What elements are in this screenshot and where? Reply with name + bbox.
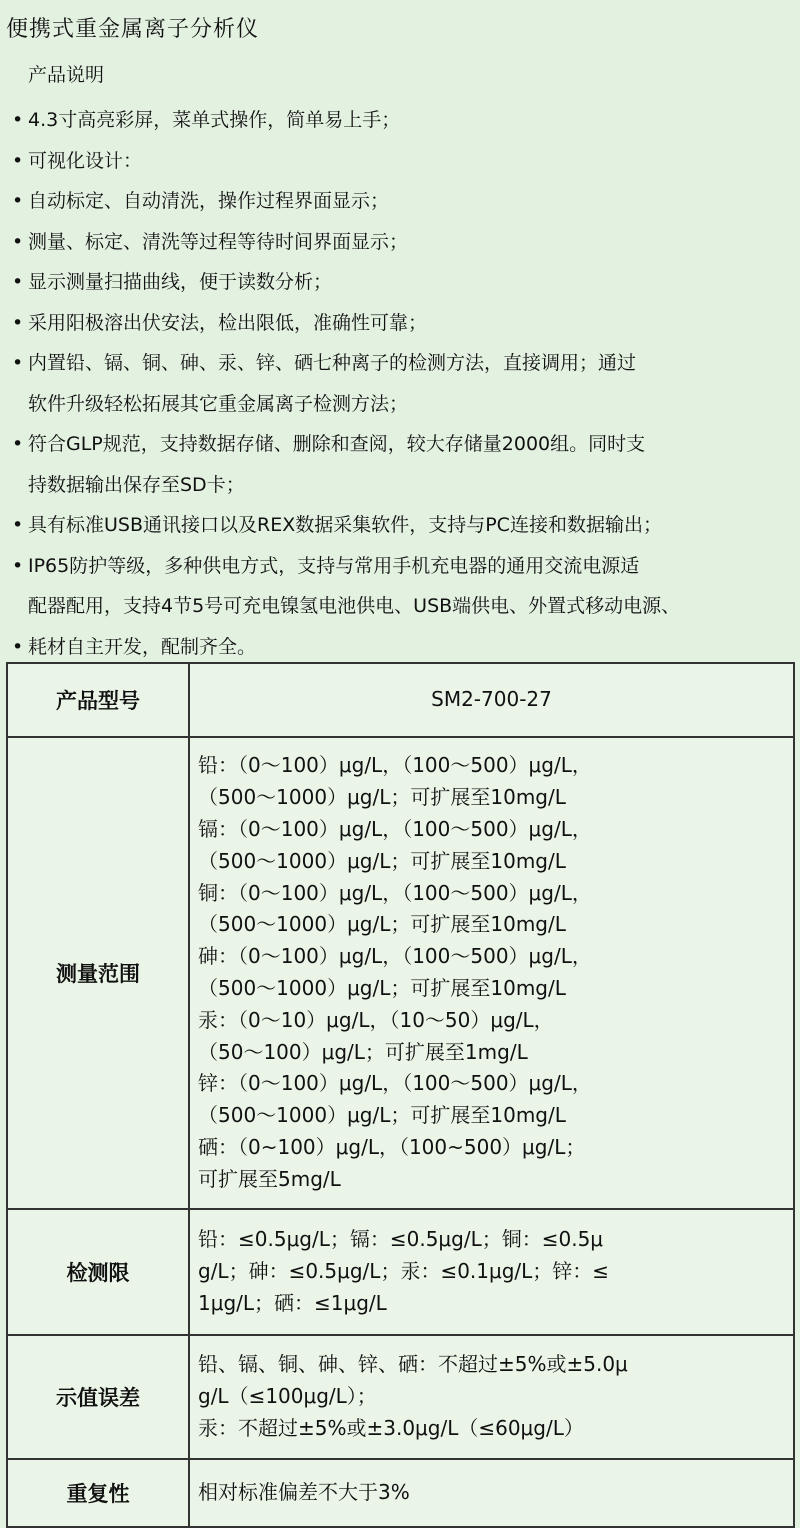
- bullet-marker: •: [12, 514, 24, 536]
- bullet-marker: •: [12, 311, 24, 334]
- range-value: [189, 737, 794, 1209]
- cell-line: 铅、镉、铜、砷、锌、硒：不超过±5%或±5.0μ: [198, 1352, 628, 1377]
- feature-text: 显示测量扫描曲线，便于读数分析；: [28, 271, 333, 293]
- detection-limit-value: [189, 1209, 794, 1335]
- feature-text: 可视化设计：: [28, 149, 143, 172]
- feature-text: IP65防护等级，多种供电方式，支持与常用手机充电器的通用交流电源适: [28, 554, 640, 577]
- feature-text: 配器配用，支持4节5号可充电镍氢电池供电、USB端供电、外置式移动电源、: [28, 595, 681, 617]
- feature-item: [0, 424, 800, 505]
- table-row-range: [7, 737, 794, 1209]
- table-row-indication-error: [7, 1335, 794, 1459]
- cell-line: 汞：不超过±5%或±3.0μg/L（≤60μg/L）: [198, 1415, 584, 1440]
- cell-line: 1μg/L；硒：≤1μg/L: [198, 1290, 387, 1315]
- indication-error-value: [189, 1335, 794, 1459]
- feature-text: 具有标准USB通讯接口以及REX数据采集软件，支持与PC连接和数据输出；: [28, 514, 662, 536]
- feature-item: [0, 222, 800, 263]
- cell-line: 锌：（0～100）μg/L，（100～500）μg/L，: [198, 1071, 592, 1096]
- cell-line: （500～1000）μg/L；可扩展至10mg/L: [198, 848, 566, 873]
- model-label: 产品型号: [7, 663, 189, 737]
- table-row-model: [7, 663, 794, 737]
- table-row-detection-limit: [7, 1209, 794, 1335]
- model-value: SM2-700-27: [189, 663, 794, 737]
- indication-error-label: 示值误差: [7, 1335, 189, 1459]
- cell-line: g/L（≤100μg/L）；: [198, 1384, 377, 1409]
- bullet-marker: •: [12, 230, 24, 253]
- bullet-marker: •: [12, 352, 24, 374]
- bullet-marker: •: [12, 635, 24, 658]
- cell-line: （500～1000）μg/L；可扩展至10mg/L: [198, 785, 566, 810]
- range-label: 测量范围: [7, 737, 189, 1209]
- feature-text: 内置铅、镉、铜、砷、汞、锌、硒七种离子的检测方法，直接调用；通过: [28, 352, 637, 374]
- feature-item: [0, 100, 800, 141]
- feature-text: 持数据输出保存至SD卡；: [28, 473, 245, 496]
- cell-line: （500～1000）μg/L；可扩展至10mg/L: [198, 976, 566, 1000]
- cell-line: （500～1000）μg/L；可扩展至10mg/L: [198, 912, 566, 937]
- bullet-marker: •: [12, 149, 24, 172]
- cell-line: 可扩展至5mg/L: [198, 1166, 341, 1191]
- repeatability-value: 相对标准偏差不大于3%: [189, 1459, 794, 1527]
- section-subtitle: 产品说明: [28, 64, 105, 86]
- feature-item: [0, 181, 800, 222]
- table-row-repeatability: [7, 1459, 794, 1527]
- cell-line: 砷：（0～100）μg/L，（100～500）μg/L，: [198, 944, 592, 969]
- feature-item: [0, 546, 800, 627]
- bullet-marker: •: [12, 190, 24, 212]
- feature-item: [0, 141, 800, 182]
- feature-item: [0, 303, 800, 344]
- feature-item: [0, 505, 800, 546]
- bullet-marker: •: [12, 109, 24, 131]
- cell-line: 硒：（0~100）μg/L，（100~500）μg/L；: [198, 1134, 586, 1159]
- cell-line: 铅：（0～100）μg/L，（100～500）μg/L，: [198, 753, 592, 778]
- feature-text: 测量、标定、清洗等过程等待时间界面显示；: [28, 230, 409, 253]
- feature-text: 符合GLP规范，支持数据存储、删除和查阅，较大存储量2000组。同时支: [28, 433, 646, 455]
- cell-line: （500～1000）μg/L；可扩展至10mg/L: [198, 1103, 566, 1128]
- cell-line: g/L；砷：≤0.5μg/L；汞：≤0.1μg/L；锌：≤: [198, 1259, 610, 1284]
- bullet-marker: •: [12, 433, 24, 455]
- feature-text: 耗材自主开发，配制齐全。: [28, 635, 257, 658]
- cell-line: 铅：≤0.5μg/L；镉：≤0.5μg/L；铜：≤0.5μ: [198, 1227, 604, 1252]
- detection-limit-label: 检测限: [7, 1209, 189, 1335]
- feature-item: [0, 262, 800, 303]
- repeatability-label: 重复性: [7, 1459, 189, 1527]
- bullet-marker: •: [12, 554, 24, 577]
- cell-line: 汞：（0～10）μg/L，（10～50）μg/L，: [198, 1007, 554, 1032]
- feature-item: [0, 627, 800, 668]
- feature-list: [0, 100, 800, 667]
- cell-line: 镉：（0～100）μg/L，（100～500）μg/L，: [198, 817, 592, 842]
- feature-text: 采用阳极溶出伏安法，检出限低，准确性可靠；: [28, 311, 428, 334]
- feature-text: 软件升级轻松拓展其它重金属离子检测方法；: [28, 392, 409, 415]
- page-title: 便携式重金属离子分析仪: [6, 17, 260, 42]
- bullet-marker: •: [12, 271, 24, 293]
- cell-line: （50～100）μg/L；可扩展至1mg/L: [198, 1039, 528, 1064]
- feature-text: 自动标定、自动清洗，操作过程界面显示；: [28, 190, 390, 212]
- feature-item: [0, 343, 800, 424]
- feature-text: 4.3寸高亮彩屏，菜单式操作，简单易上手；: [28, 109, 401, 131]
- spec-table: [6, 662, 795, 1528]
- cell-line: 铜：（0～100）μg/L，（100～500）μg/L，: [198, 880, 592, 905]
